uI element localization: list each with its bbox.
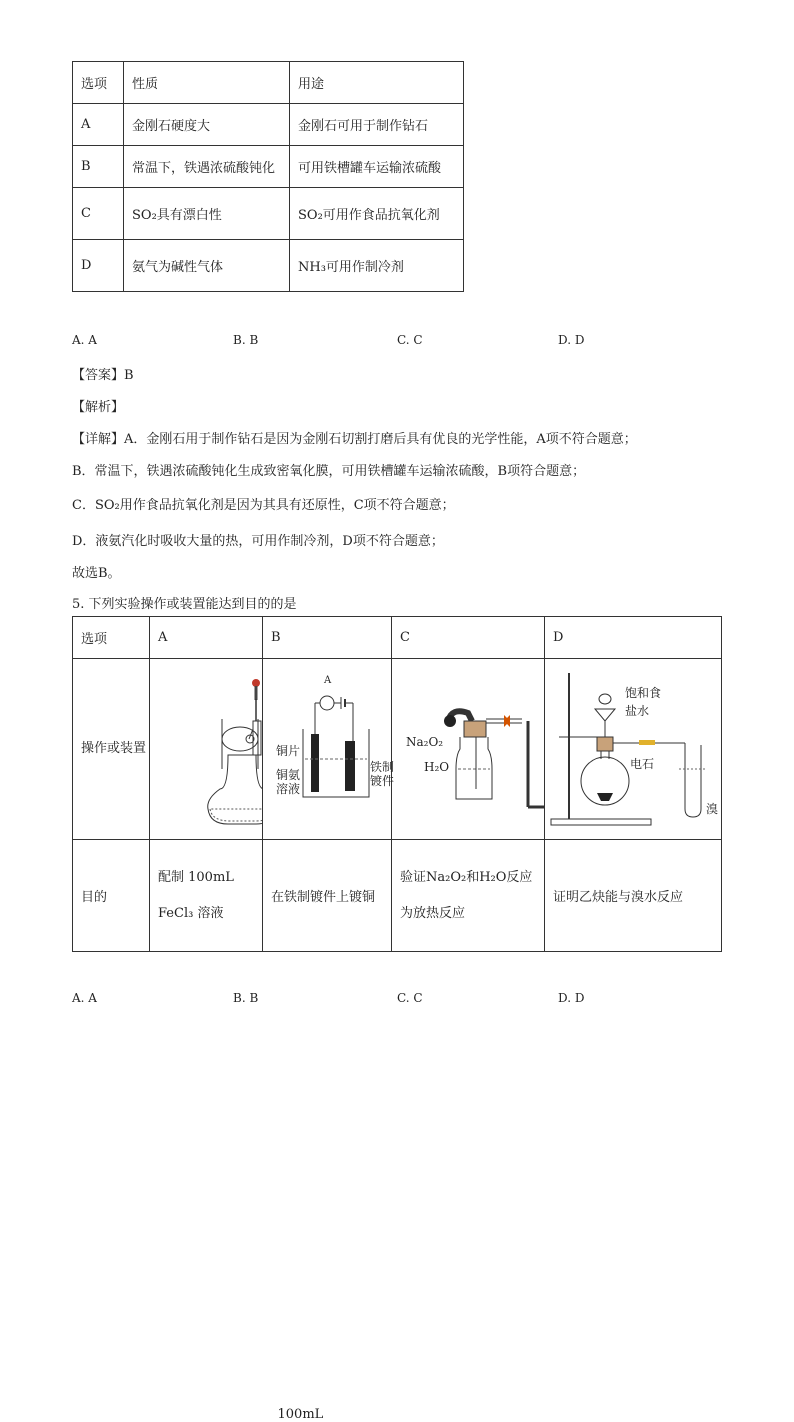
water-label: H₂O xyxy=(424,760,450,774)
purpose-b: 在铁制镀件上镀铜 xyxy=(263,840,392,952)
analysis-title: 【解析】 xyxy=(72,400,125,415)
table-cell: A xyxy=(73,104,124,146)
table-row xyxy=(73,240,464,292)
carbide-label: 电石 xyxy=(630,757,655,771)
header-cell: 选项 xyxy=(73,62,124,104)
table-cell: D xyxy=(73,240,124,292)
header-cell: 性质 xyxy=(124,62,290,104)
header-cell: A xyxy=(150,617,263,659)
table-header-row xyxy=(73,617,722,659)
option-d: D. D xyxy=(558,333,585,347)
option-c: C. C xyxy=(397,333,423,347)
table-row xyxy=(73,104,464,146)
row-label: 目的 xyxy=(73,840,150,952)
table-cell: 常温下，铁遇浓硫酸钝化 xyxy=(124,146,290,188)
header-cell: C xyxy=(392,617,545,659)
table-cell: 氨气为碱性气体 xyxy=(124,240,290,292)
na2o2-label: Na₂O₂ xyxy=(406,735,444,749)
purpose-c: 验证Na₂O₂和H₂O反应为放热反应 xyxy=(392,840,545,952)
bromine-label: 溴 xyxy=(706,802,719,816)
volumetric-flask-figure xyxy=(150,659,262,835)
row-label-text: 操作或装置 xyxy=(81,741,147,756)
table-cell: 金刚石可用于制作钻石 xyxy=(290,104,464,146)
option-a: A. A xyxy=(72,991,97,1005)
analysis-line: B．常温下，铁遇浓硫酸钝化生成致密氧化膜，可用铁槽罐车运输浓硫酸，B项符合题意； xyxy=(72,464,586,479)
header-cell: 用途 xyxy=(290,62,464,104)
analysis-line: C．SO₂用作食品抗氧化剂是因为其具有还原性，C项不符合题意； xyxy=(72,498,455,513)
table-row xyxy=(73,146,464,188)
header-cell: B xyxy=(263,617,392,659)
option-a: A. A xyxy=(72,333,97,347)
analysis-line: 故选B。 xyxy=(72,566,121,581)
option-b: B. B xyxy=(233,333,259,347)
table-cell: SO₂具有漂白性 xyxy=(124,188,290,240)
answer-line: 【答案】B xyxy=(72,368,134,383)
table-cell: 金刚石硬度大 xyxy=(124,104,290,146)
copper-plate-label: 铜片 xyxy=(276,744,301,758)
analysis-line: D．液氨汽化时吸收大量的热，可用作制冷剂，D项不符合题意； xyxy=(72,534,444,549)
copper-ammonia-label: 铜氨溶液 xyxy=(276,768,301,796)
purpose-a: 配制 100mL FeCl₃ 溶液 xyxy=(150,840,263,952)
table-row xyxy=(73,188,464,240)
row-label xyxy=(73,659,150,840)
apparatus-c xyxy=(392,659,545,840)
brine-label: 饱和食盐水 xyxy=(625,686,662,718)
flask-volume-label: 100mL xyxy=(277,1406,324,1422)
table-row-purpose xyxy=(73,840,722,952)
option-b: B. B xyxy=(233,991,259,1005)
header-cell: 选项 xyxy=(73,617,150,659)
option-c: C. C xyxy=(397,991,423,1005)
purpose-d: 证明乙炔能与溴水反应 xyxy=(545,840,722,952)
iron-part-label: 铁制镀件 xyxy=(370,760,394,788)
table-cell: B xyxy=(73,146,124,188)
table-cell: C xyxy=(73,188,124,240)
analysis-line: 【详解】A．金刚石用于制作钻石是因为金刚石切割打磨后具有优良的光学性能，A项不符合题意； xyxy=(72,432,637,447)
ammeter-label: A xyxy=(324,675,332,686)
question-5-stem: 5. 下列实验操作或装置能达到目的的是 xyxy=(72,597,297,612)
table-cell: 可用铁槽罐车运输浓硫酸 xyxy=(290,146,464,188)
table-cell: NH₃可用作制冷剂 xyxy=(290,240,464,292)
header-cell: D xyxy=(545,617,722,659)
property-use-table xyxy=(72,61,464,292)
table-header-row xyxy=(73,62,464,104)
option-d: D. D xyxy=(558,991,585,1005)
table-cell: SO₂可用作食品抗氧化剂 xyxy=(290,188,464,240)
